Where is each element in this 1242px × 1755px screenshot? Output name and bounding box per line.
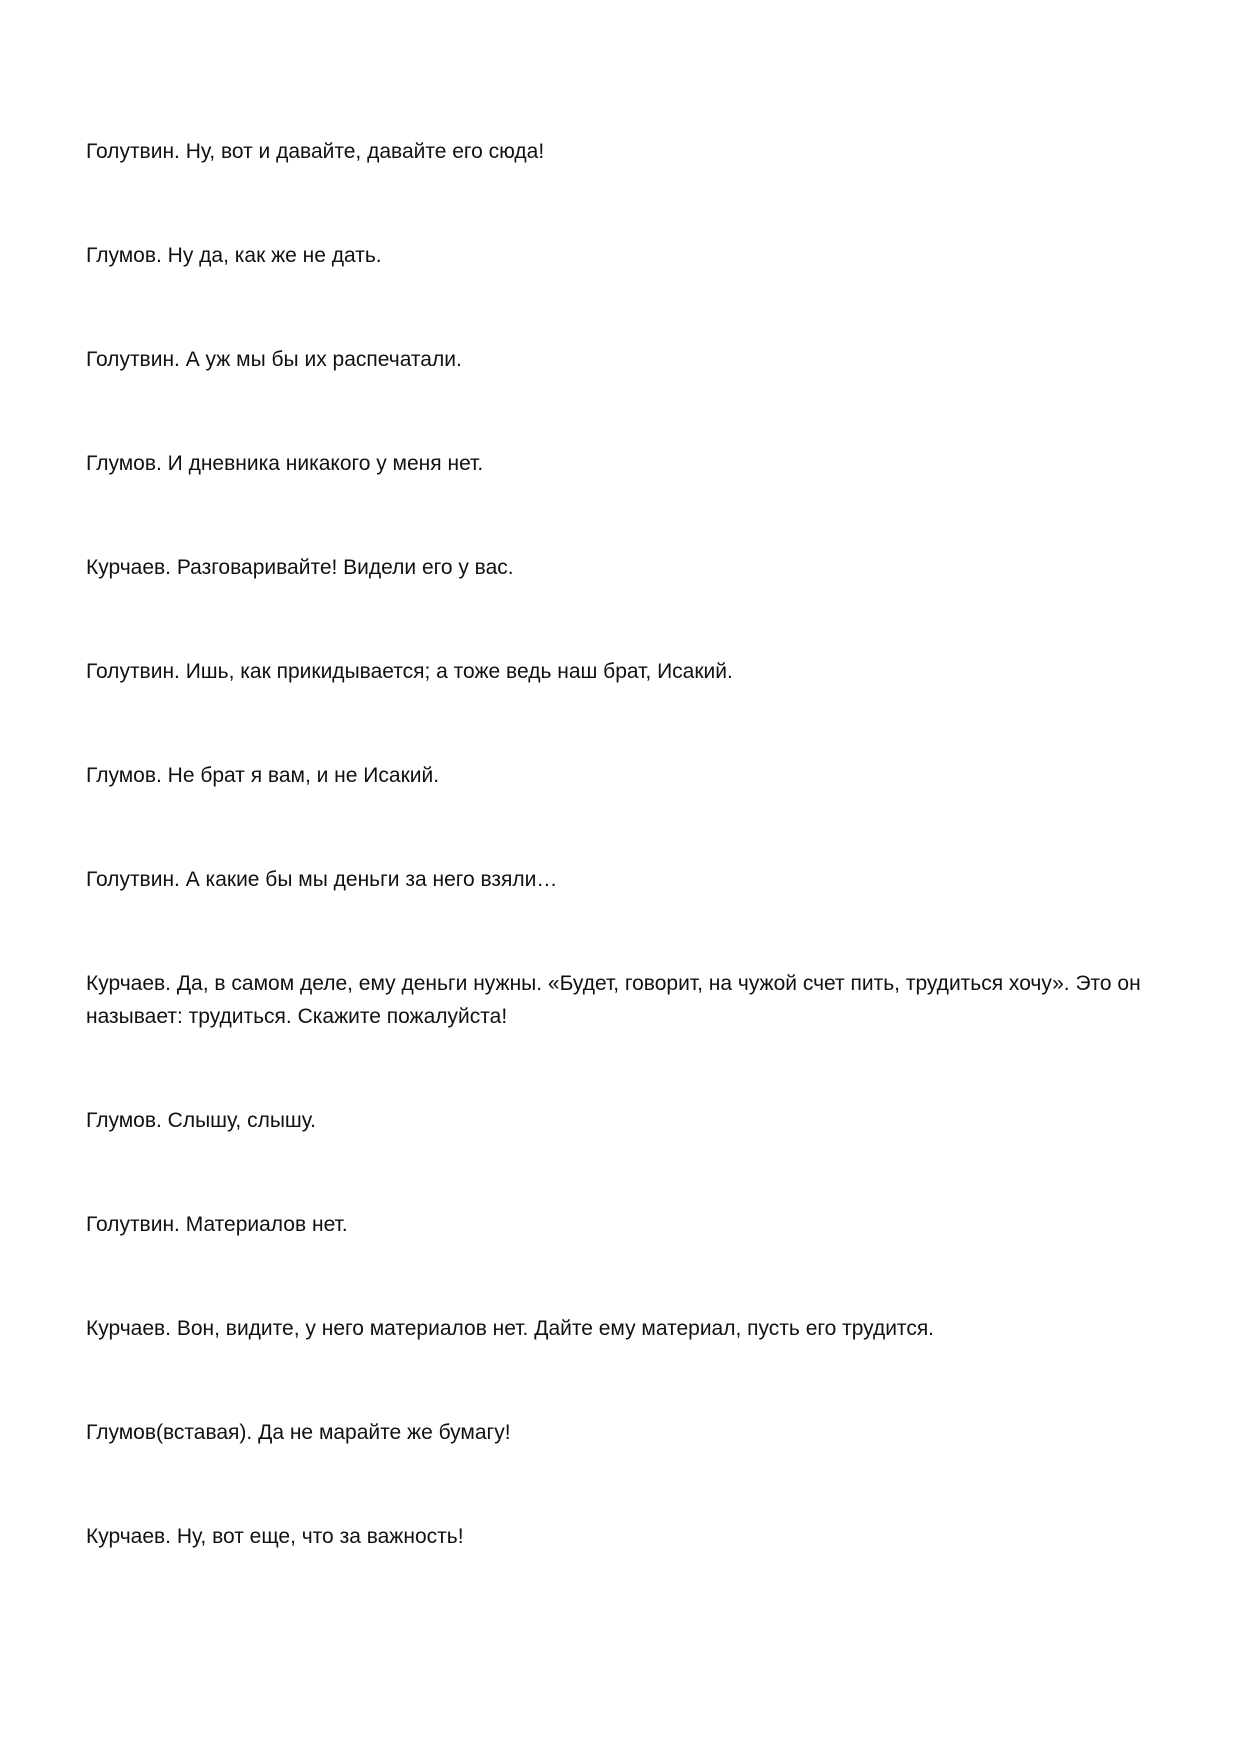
- dialogue-line: Глумов. Слышу, слышу.: [86, 1109, 317, 1132]
- dialogue-line: Курчаев. Разговаривайте! Видели его у вас.: [86, 556, 514, 579]
- dialogue-line: Глумов. И дневника никакого у меня нет.: [86, 452, 484, 475]
- dialogue-line: Курчаев. Ну, вот еще, что за важность!: [86, 1525, 464, 1548]
- dialogue-line: Глумов. Ну да, как же не дать.: [86, 244, 382, 267]
- dialogue-line: Голутвин. Материалов нет.: [86, 1213, 348, 1236]
- dialogue-line: Голутвин. Ну, вот и давайте, давайте его сюда!: [86, 140, 545, 163]
- dialogue-line: Курчаев. Вон, видите, у него материалов нет. Дайте ему материал, пусть его трудится.: [86, 1317, 935, 1340]
- dialogue-line: Голутвин. А какие бы мы деньги за него взяли…: [86, 868, 558, 891]
- dialogue-line: Голутвин. А уж мы бы их распечатали.: [86, 348, 462, 371]
- dialogue-line: Голутвин. Ишь, как прикидывается; а тоже ведь наш брат, Исакий.: [86, 660, 733, 683]
- dialogue-line: Курчаев. Да, в самом деле, ему деньги нужны. «Будет, говорит, на чужой счет пить, трудиться хочу». Это он называет: трудиться. Скажите пожалуйста!: [86, 972, 1141, 1028]
- dialogue-line: Глумов(вставая). Да не марайте же бумагу!: [86, 1421, 511, 1444]
- dialogue-line: Глумов. Не брат я вам, и не Исакий.: [86, 764, 440, 787]
